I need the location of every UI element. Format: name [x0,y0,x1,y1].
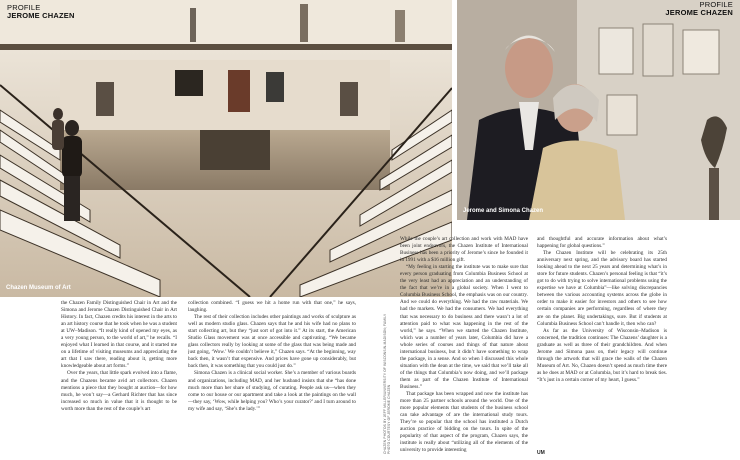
paragraph: the Chazen Family Distinguished Chair in Art and the Simona and Jerome Chazen Distinguished Chair in Art History. In fact, Chazen credits his interest in the arts to an art history course that he took when he was a student at UW–Madison. “It really kind of opened my eyes, as a very young person, to the world of art,” he recalls. “I enjoyed what I learned in that course, and it started me on a lifetime of visiting museums and appreciating the art that I saw there, reading about it, getting more knowledgeable about art forms.” [61,300,177,370]
portrait-caption: Jerome and Simona Chazen [463,208,544,214]
paragraph: “My feeling in starting the institute was to make sure that every person graduating from Columbia Business School at the very least had an appreciation and an understanding of the fact that we’re in a global society. When I went to Columbia Business School, the emphasis was on our country. And we could do everything. We had the raw materials. We had the markets. We had the consumers. We had everything that was necessary to do business and there wasn’t a lot of attention paid to what was happening in the rest of the world,” he says. “When we started the Chazen Institute, which was a number of years later, Columbia did have a whole series of courses and things of that nature about international business, but it didn’t have something to wrap the package, in a sense. And so when I discussed this whole situation with the dean at the time, we said that we’ll take all of the things that Columbia’s now doing, and we’ll package them as part of the Chazen Institute of International Business.” [400,264,528,390]
article-column-4 [537,236,667,458]
header-right [665,1,733,17]
paragraph: As far as the University of Wisconsin–Madison is concerned, the tradition continues: The Chazens’ daughter is a graduate as well as three of their grandchildren. And when Jerome and Simona pass on, their legacy will continue through the artwork that will grace the walls of the Chazen Museum of Art. No, Chazen doesn’t spend as much time there as he does at MAD or at Columbia, but it’s hard to break ties. “It’s just in a certain corner of my heart, I guess.” [537,327,667,383]
paragraph: The Chazen Institute will be celebrating its 25th anniversary next spring, and the advisory board has started looking ahead to the next 25 years and determining what’s in store for future students. Chazen’s personal feeling is that “it’s got to do with trying to solve international problems using the expertise we have at Columbia”—like solving discrepancies between the various accounting systems across the globe in order to make it easier for investors and others to see how certain companies are performing, regardless of where they are on the planet. Big undertakings, sure. But if students at Columbia Business School can’t handle it, then who can? [537,250,667,327]
paragraph: That package has been wrapped and now the institute has more than 25 partner schools around the world. One of the more popular elements that students of the business school can take advantage of are the international study tours. They’re so popular that the school has instituted a Dutch auction practice of bidding on the tours. In spite of the popularity of that aspect of the program, Chazen says, the institute is really about “utilizing all of the elements of the university to provide interesting [400,391,528,454]
paragraph: and thoughtful and accurate information about what’s happening for global questions.” [537,236,667,250]
paragraph: The rest of their collection includes other paintings and works of sculpture as well as modern studio glass. Chazen says that he and his wife had no plans to start collecting art, but they “just sort of got into it.” At its start, the American Studio Glass movement was at once accessible and captivating. “We became glass collectors really by looking at some of the glass that was being made and just going, ‘Wow.’ We couldn’t believe it,” Chazen says. “At the beginning, way back then, it wasn’t that expensive. And prices have gone up considerably, but back then, it was something that you could just do.” [188,314,356,370]
atrium-photo [0,0,452,297]
atrium-photo-art [0,0,452,297]
article-column-1 [61,300,177,458]
paragraph: Simona Chazen is a clinical social worker. She’s a member of various boards and organizations, including MAD, and her husband insists that she “has done much more than her share of studying, of curating. People ask us—when they come to our house or our apartment and take a look at the paintings on the wall—they say, ‘Wow, while helping you? Who’s your curator?’ and I turn around to my wife and say, ‘She’s the lady.’” [188,370,356,412]
header-right-name: JEROME CHAZEN [665,8,733,17]
portrait-photo [457,0,740,220]
photo-credit: CHAZEN PHOTOS BY JEFF MILLER/UNIVERSITY OF WISCONSIN-MADISON; FAMILY PHOTO COURTESY OF JEROME CHAZEN [383,313,391,454]
paragraph: While the couple’s art collection and work with MAD have been joint endeavors, the Chazen Institute of International Business has been a priority of Jerome’s since he founded it in 1991 with a $16 million gift. [400,236,528,264]
atrium-caption: Chazen Museum of Art [6,285,71,291]
article-column-2 [188,300,356,458]
header-left-name: JEROME CHAZEN [7,11,75,20]
paragraph: Over the years, that little spark evolved into a flame, and the Chazens became avid art collectors. Chazen mentions a piece that they bought at auction—for how much, he won’t say—a Gerhard Richter that has since increased so much in value that it is thought to be worth more than the rest of the couple’s art [61,370,177,412]
header-right-section: PROFILE [699,0,733,9]
article-column-3 [400,236,528,458]
end-mark: UM [537,450,545,456]
paragraph: collection combined. “I guess we hit a home run with that one,” he says, laughing. [188,300,356,314]
header-left [7,4,75,20]
portrait-photo-art [457,0,740,220]
header-left-section: PROFILE [7,3,41,12]
